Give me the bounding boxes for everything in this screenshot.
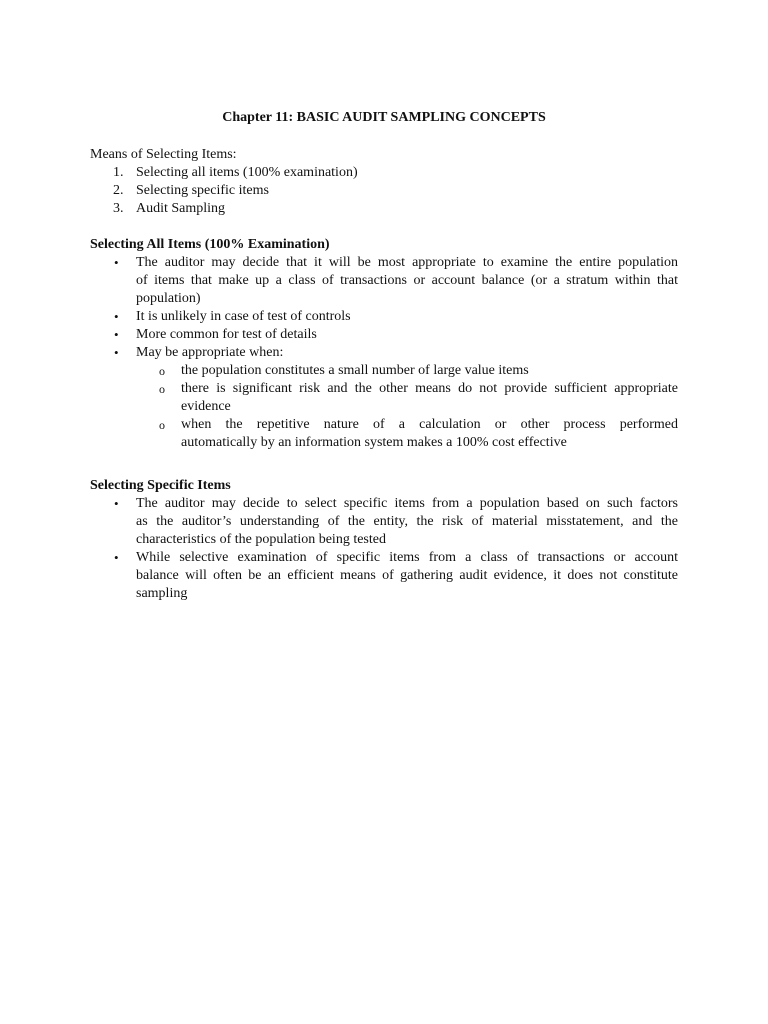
bullet-icon: •: [114, 255, 119, 270]
bullet-icon: •: [114, 345, 119, 360]
sub-bullet-line: when the repetitive nature of a calculation or other process performed: [181, 417, 678, 432]
list-number: 2.: [113, 183, 124, 198]
bullet-item: [90, 326, 678, 344]
bullet-icon: •: [114, 550, 119, 565]
bullet-line: The auditor may decide that it will be most appropriate to examine the entire population: [136, 255, 678, 270]
sub-bullet-icon: o: [159, 382, 165, 396]
bullet-line: While selective examination of specific items from a class of transactions or account: [136, 550, 678, 565]
sub-bullet-item: [136, 416, 678, 452]
bullet-line: balance will often be an efficient means of gathering audit evidence, it does not constitute: [136, 568, 678, 583]
sub-bullet-line: there is significant risk and the other means do not provide sufficient appropriate: [181, 381, 678, 396]
means-list-item: [90, 200, 680, 218]
bullet-item: [90, 254, 678, 308]
bullet-line: as the auditor’s understanding of the entity, the risk of material misstatement, and the: [136, 514, 678, 529]
bullet-icon: •: [114, 327, 119, 342]
bullet-line: It is unlikely in case of test of controls: [136, 309, 351, 324]
bullet-line: of items that make up a class of transactions or account balance (or a stratum within that: [136, 273, 678, 288]
sub-bullet-list: [136, 362, 678, 452]
sub-bullet-icon: o: [159, 364, 165, 378]
bullet-icon: •: [114, 496, 119, 511]
list-item-text: Selecting all items (100% examination): [136, 165, 358, 180]
bullet-line: sampling: [136, 586, 188, 601]
intro-block: [90, 146, 680, 218]
bullet-line: More common for test of details: [136, 327, 317, 342]
bullet-item: [90, 344, 678, 452]
sub-bullet-item: [136, 362, 678, 380]
means-list-item: [90, 182, 680, 200]
sub-bullet-icon: o: [159, 418, 165, 432]
bullet-line: characteristics of the population being tested: [136, 532, 386, 547]
list-item-text: Audit Sampling: [136, 201, 226, 216]
list-number: 1.: [113, 165, 124, 180]
list-number: 3.: [113, 201, 124, 216]
bullet-line: population): [136, 291, 201, 306]
bullet-line: May be appropriate when:: [136, 345, 284, 360]
bullet-item: [90, 495, 678, 549]
list-item-text: Selecting specific items: [136, 183, 269, 198]
sub-bullet-item: [136, 380, 678, 416]
means-list-item: [90, 164, 680, 182]
section-selecting-specific-items: [90, 477, 678, 603]
bullet-item: [90, 308, 678, 326]
section-heading: Selecting Specific Items: [90, 478, 231, 493]
section-selecting-all-items: [90, 236, 678, 452]
bullet-list: [90, 254, 678, 452]
sub-bullet-line: automatically by an information system makes a 100% cost effective: [181, 435, 567, 450]
bullet-list: [90, 495, 678, 603]
section-heading: Selecting All Items (100% Examination): [90, 237, 330, 252]
bullet-line: The auditor may decide to select specific items from a population based on such factors: [136, 496, 678, 511]
means-list: [90, 164, 680, 218]
bullet-icon: •: [114, 309, 119, 324]
intro-label: Means of Selecting Items:: [90, 147, 237, 162]
sub-bullet-line: evidence: [181, 399, 231, 414]
chapter-title: Chapter 11: BASIC AUDIT SAMPLING CONCEPTS: [222, 110, 546, 125]
sub-bullet-line: the population constitutes a small number of large value items: [181, 363, 529, 378]
bullet-item: [90, 549, 678, 603]
